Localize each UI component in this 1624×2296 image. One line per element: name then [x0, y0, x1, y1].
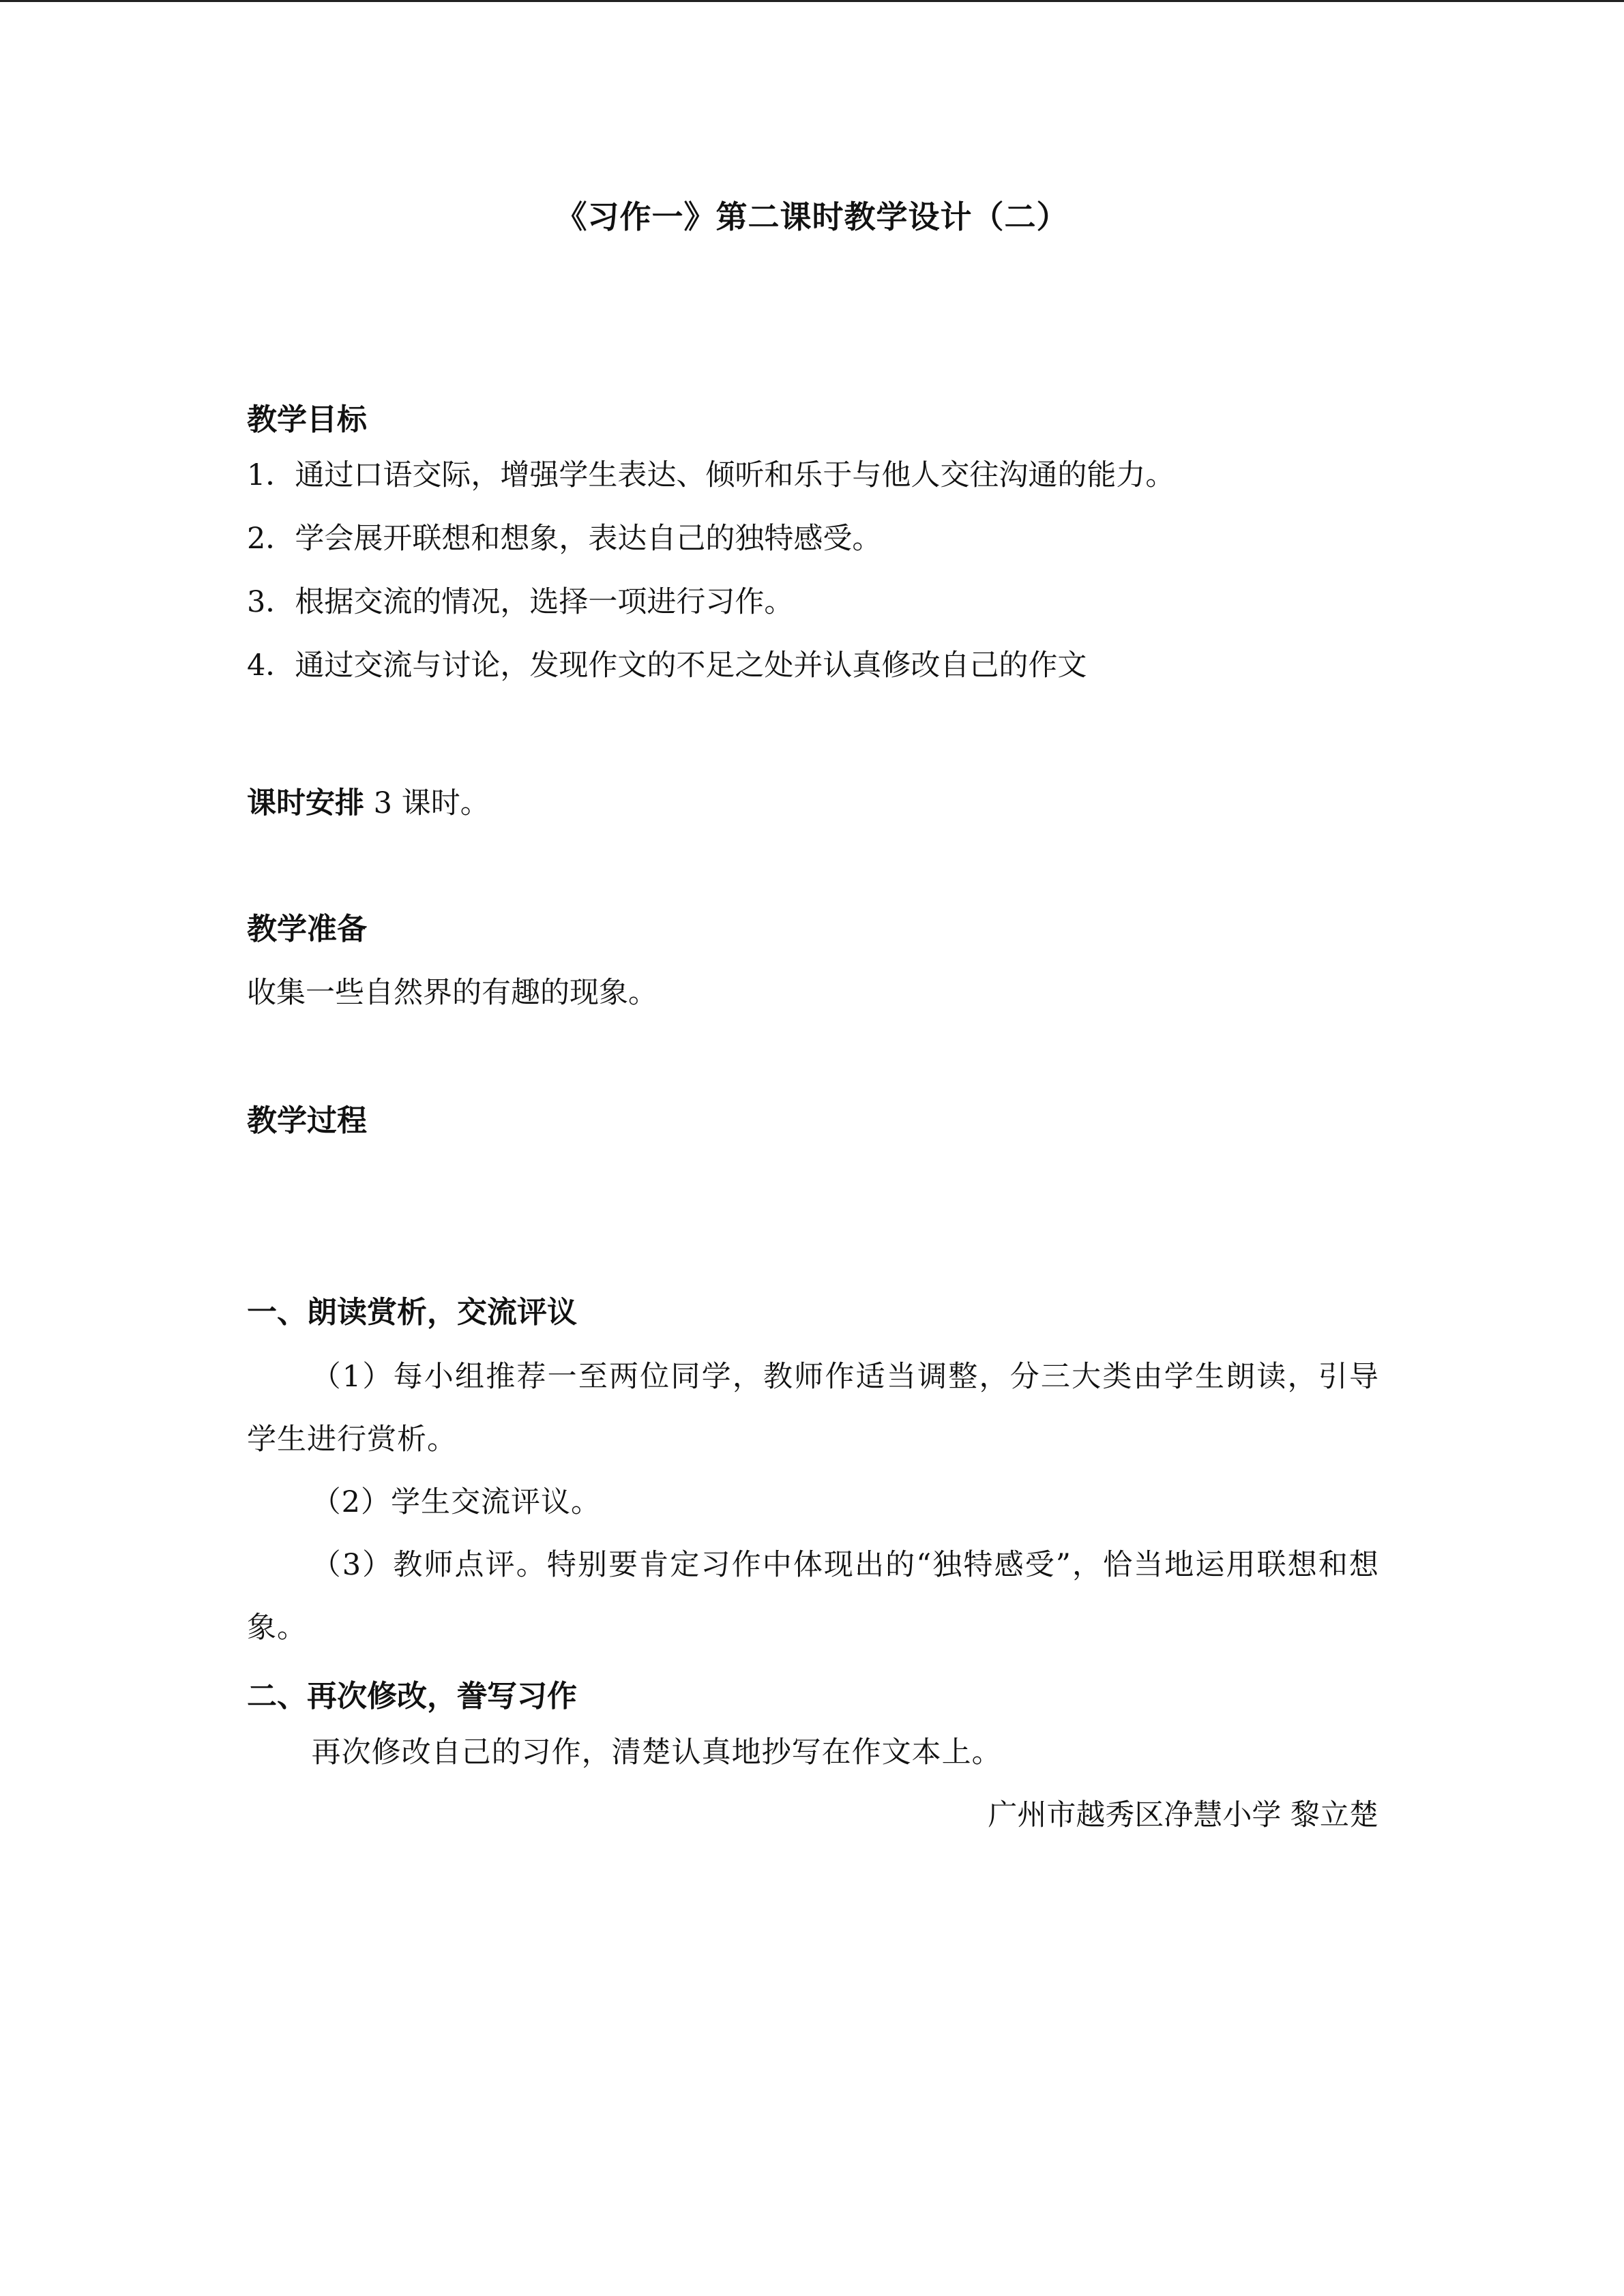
process-section	[247, 1099, 1379, 1143]
preparation-text-wrap	[247, 971, 1379, 1015]
section1-step: （2）学生交流评议。	[311, 1485, 601, 1519]
section2-text: 再次修改自己的习作，清楚认真地抄写在作文本上。	[311, 1735, 1002, 1770]
objective-item: 4．通过交流与讨论，发现作文的不足之处并认真修改自己的作文	[247, 648, 1087, 683]
section2-text-wrap	[247, 1731, 1379, 1774]
objective-item: 1．通过口语交际，增强学生表达、倾听和乐于与他人交往沟通的能力。	[247, 458, 1175, 492]
preparation-heading: 教学准备	[247, 912, 367, 946]
objective-item: 3．根据交流的情况，选择一项进行习作。	[247, 585, 794, 619]
preparation-section	[247, 908, 1379, 951]
schedule-section	[247, 781, 1379, 825]
section1-step: （3）教师点评。特别要肯定习作中体现出的“独特感受”，恰当地运用联想和想象。	[247, 1548, 1379, 1645]
schedule-value: 3 课时。	[364, 786, 490, 820]
author-signature: 广州市越秀区净慧小学 黎立楚	[988, 1798, 1378, 1832]
section2	[247, 1675, 1379, 1718]
process-heading: 教学过程	[247, 1103, 367, 1138]
objective-item-wrap	[247, 580, 1379, 624]
section1	[247, 1291, 1379, 1335]
objective-item-wrap	[247, 644, 1379, 687]
objectives-list	[247, 453, 1379, 497]
document-title: 《习作一》第二课时教学设计（二）	[555, 198, 1069, 235]
section1-step: （1）每小组推荐一至两位同学，教师作适当调整，分三大类由学生朗读，引导学生进行赏析。	[247, 1360, 1379, 1457]
objectives-section	[247, 398, 1379, 442]
objective-item: 2．学会展开联想和想象，表达自己的独特感受。	[247, 522, 882, 556]
objective-item-wrap	[247, 517, 1379, 561]
schedule-line	[247, 781, 1379, 825]
objectives-heading: 教学目标	[247, 402, 367, 437]
section1-steps	[247, 1345, 1379, 1659]
section2-heading: 二、再次修改，誊写习作	[247, 1679, 577, 1714]
section1-heading: 一、朗读赏析，交流评议	[247, 1295, 577, 1330]
schedule-label: 课时安排	[247, 786, 364, 820]
preparation-text: 收集一些自然界的有趣的现象。	[247, 976, 658, 1010]
